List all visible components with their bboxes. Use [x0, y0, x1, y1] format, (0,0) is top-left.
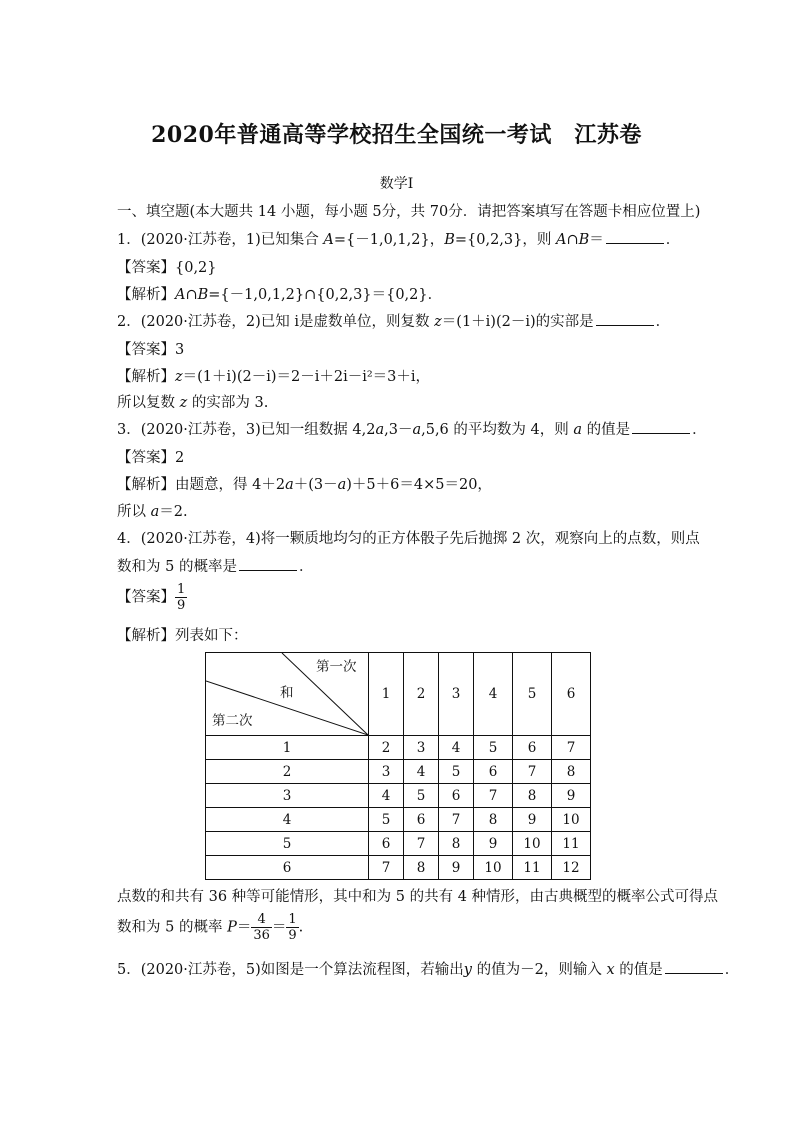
table-cell: 10 [513, 832, 552, 856]
table-cell: 5 [474, 736, 513, 760]
fraction-4-36: $\frac{4}{36}$ [253, 912, 270, 943]
question-2: 2．(2020·江苏卷，2)已知 i是虚数单位，则复数 z＝(1＋i)(2－i)的实部是 ． [117, 310, 670, 331]
corner-label-first: 第一次 [316, 659, 357, 675]
sum-table [205, 652, 591, 880]
table-row [206, 808, 591, 832]
corner-label-second: 第二次 [212, 713, 253, 729]
table-cell: 9 [474, 832, 513, 856]
answer-fraction: $\frac{1}{9}$ [177, 582, 186, 613]
table-cell: 7 [439, 808, 474, 832]
analysis-1: 【解析】A∩B={－1,0,1,2}∩{0,2,3}＝{0,2}． [117, 287, 443, 303]
table-cell: 6 [404, 808, 439, 832]
question-4-line1: 4．(2020·江苏卷，4)将一颗质地均匀的正方体骰子先后抛掷 2 次，观察向上的点数，则点 [117, 531, 700, 547]
table-cell: 8 [404, 856, 439, 880]
row-header: 6 [206, 856, 369, 880]
table-cell: 11 [513, 856, 552, 880]
analysis-2: 【解析】z＝(1＋i)(2－i)＝2－i＋2i－i²＝3＋i， [117, 369, 431, 385]
answer-1: 【答案】{0,2} [117, 260, 217, 276]
page-title: 2020年普通高等学校招生全国统一考试 江苏卷 [151, 122, 642, 148]
answer-blank [632, 419, 690, 434]
row-header: 4 [206, 808, 369, 832]
page-subtitle: 数学Ⅰ [379, 176, 414, 192]
table-row [206, 832, 591, 856]
question-5: 5．(2020·江苏卷，5)如图是一个算法流程图，若输出y 的值为－2，则输入 x 的值是 ． [117, 958, 739, 979]
column-header: 1 [369, 653, 404, 736]
table-cell: 4 [439, 736, 474, 760]
row-header: 1 [206, 736, 369, 760]
conclusion-3: 所以 a＝2. [117, 504, 188, 520]
table-cell: 4 [404, 760, 439, 784]
answer-blank [239, 556, 297, 571]
table-cell: 11 [552, 832, 591, 856]
table-cell: 8 [439, 832, 474, 856]
column-header: 2 [404, 653, 439, 736]
question-1: 1．(2020·江苏卷，1)已知集合 A={－1,0,1,2}，B={0,2,3}，则 A∩B＝ ． [117, 228, 680, 249]
table-cell: 6 [474, 760, 513, 784]
table-cell: 6 [369, 832, 404, 856]
column-header: 5 [513, 653, 552, 736]
table-cell: 9 [513, 808, 552, 832]
column-header: 6 [552, 653, 591, 736]
analysis-4-line1: 点数的和共有 36 种等可能情形，其中和为 5 的共有 4 种情形，由古典概型的概率公式可得点 [117, 889, 719, 905]
table-cell: 8 [474, 808, 513, 832]
table-cell: 6 [439, 784, 474, 808]
question-3: 3．(2020·江苏卷，3)已知一组数据 4,2a,3－a,5,6 的平均数为 4，则 a 的值是 ． [117, 418, 707, 439]
table-cell: 7 [474, 784, 513, 808]
table-cell: 3 [404, 736, 439, 760]
answer-blank [606, 229, 664, 244]
fraction-1-9: $\frac{1}{9}$ [288, 912, 297, 943]
table-row [206, 760, 591, 784]
corner-label-sum: 和 [280, 685, 294, 701]
analysis-3: 【解析】由题意，得 4＋2a＋(3－a)＋5＋6＝4×5＝20， [117, 477, 492, 493]
answer-3: 【答案】2 [117, 450, 185, 466]
table-cell: 9 [439, 856, 474, 880]
table-cell: 10 [474, 856, 513, 880]
table-cell: 7 [369, 856, 404, 880]
table-cell: 5 [369, 808, 404, 832]
table-cell: 12 [552, 856, 591, 880]
table-cell: 5 [404, 784, 439, 808]
answer-2: 【答案】3 [117, 342, 185, 358]
table-cell: 4 [369, 784, 404, 808]
question-4-line2: 数和为 5 的概率是 ． [117, 555, 313, 576]
table-cell: 7 [513, 760, 552, 784]
analysis-4: 【解析】列表如下： [117, 628, 248, 644]
table-cell: 7 [552, 736, 591, 760]
row-header: 5 [206, 832, 369, 856]
table-cell: 7 [404, 832, 439, 856]
table-cell: 10 [552, 808, 591, 832]
table-cell: 2 [369, 736, 404, 760]
column-header: 3 [439, 653, 474, 736]
table-corner-cell [206, 653, 369, 736]
section-heading: 一、填空题(本大题共 14 小题，每小题 5分，共 70分．请把答案填写在答题卡相应位置上) [117, 204, 701, 220]
answer-4: 【答案】 $\frac{1}{9}$ [117, 582, 186, 613]
answer-blank [665, 959, 723, 974]
table-row [206, 856, 591, 880]
table-cell: 6 [513, 736, 552, 760]
column-header: 4 [474, 653, 513, 736]
table-cell: 5 [439, 760, 474, 784]
table-row [206, 736, 591, 760]
table-cell: 9 [552, 784, 591, 808]
row-header: 2 [206, 760, 369, 784]
table-cell: 8 [513, 784, 552, 808]
table-cell: 3 [369, 760, 404, 784]
conclusion-2: 所以复数 z 的实部为 3. [117, 395, 269, 411]
table-cell: 8 [552, 760, 591, 784]
answer-blank [596, 311, 654, 326]
table-row [206, 784, 591, 808]
row-header: 3 [206, 784, 369, 808]
analysis-4-line2: 数和为 5 的概率 P＝ $\frac{4}{36}$ ＝ $\frac{1}{9}$ . [117, 912, 304, 943]
